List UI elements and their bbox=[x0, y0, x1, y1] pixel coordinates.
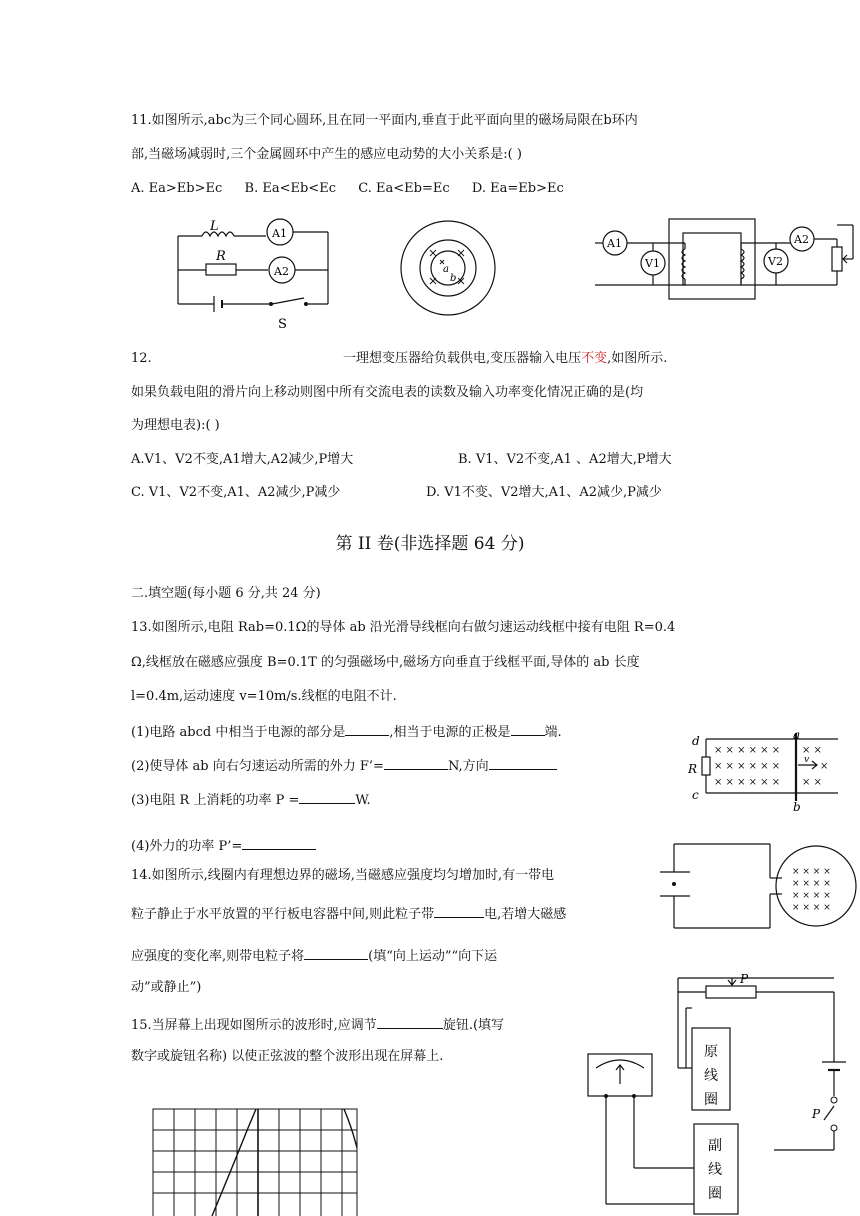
q11-option-b: B. Ea<Eb<Ec bbox=[244, 181, 336, 196]
resistor-r bbox=[702, 757, 710, 775]
q13-sub2: (2)使导体 ab 向右匀速运动所需的外力 F’= N,方向 bbox=[131, 756, 557, 775]
svg-text:× × × ×: × × × × bbox=[792, 891, 831, 901]
q14-line3: 应强度的变化率,则带电粒子将 (填“向上运动”“向下运 bbox=[131, 946, 497, 965]
figure-coil-galvanometer bbox=[582, 968, 844, 1216]
q13-blank-3[interactable] bbox=[384, 756, 448, 770]
label-secondary-1: 副 bbox=[708, 1138, 722, 1154]
q13-sub3: (3)电阻 R 上消耗的功率 P = W. bbox=[131, 790, 371, 809]
svg-text:× × × × × ×: × × × × × × bbox=[714, 745, 781, 756]
field-crosses bbox=[792, 867, 831, 913]
switch-s bbox=[272, 298, 304, 304]
q14-blank-1[interactable] bbox=[434, 904, 484, 918]
label-v2: V2 bbox=[768, 255, 783, 268]
label-c: c bbox=[692, 788, 699, 802]
label-v: v bbox=[804, 755, 810, 765]
section-title: 第 II 卷(非选择题 64 分) bbox=[335, 534, 525, 554]
field-crosses bbox=[714, 745, 828, 788]
q12-highlight: 不变 bbox=[581, 351, 608, 366]
label-a1: A1 bbox=[607, 237, 622, 250]
figure-sliding-frame bbox=[688, 727, 840, 813]
q11-option-a: A. Ea>Eb>Ec bbox=[131, 181, 223, 196]
q11-option-d: D. Ea=Eb>Ec bbox=[471, 181, 564, 196]
q12-line3: 为理想电表):( ) bbox=[131, 418, 220, 433]
svg-text:× × × ×: × × × × bbox=[792, 867, 831, 877]
q13-line3: l=0.4m,运动速度 v=10m/s.线框的电阻不计. bbox=[131, 689, 397, 704]
q13-blank-6[interactable] bbox=[242, 836, 316, 850]
svg-text:× ×: × × bbox=[802, 745, 822, 756]
label-r: R bbox=[216, 249, 226, 264]
resistor-r bbox=[206, 264, 236, 275]
svg-text:× ×: × × bbox=[802, 777, 822, 788]
q13-blank-1[interactable] bbox=[345, 722, 389, 736]
label-a2: A2 bbox=[274, 265, 289, 278]
q14-line1: 14.如图所示,线圈内有理想边界的磁场,当磁感应强度均匀增加时,有一带电 bbox=[131, 868, 555, 883]
label-a: a bbox=[443, 264, 449, 275]
q13-sub1: (1)电路 abcd 中相当于电源的部分是 ,相当于电源的正极是 端. bbox=[131, 722, 562, 741]
svg-text:× × × × × ×: × × × × × × bbox=[714, 761, 781, 772]
figure-capacitor-coil bbox=[658, 838, 858, 934]
label-primary-1: 原 bbox=[704, 1044, 718, 1060]
load-rheostat bbox=[832, 247, 842, 271]
transformer-core-inner bbox=[683, 233, 741, 285]
figure-oscilloscope-screen bbox=[152, 1108, 358, 1216]
figure-lr-circuit bbox=[170, 218, 340, 333]
rheostat bbox=[706, 986, 756, 998]
part-two-heading: 二.填空题(每小题 6 分,共 24 分) bbox=[131, 586, 321, 601]
q12-line1 bbox=[131, 351, 152, 367]
svg-text:× × × ×: × × × × bbox=[792, 879, 831, 889]
q13-blank-5[interactable] bbox=[299, 790, 355, 804]
q11-option-c: C. Ea<Eb=Ec bbox=[358, 181, 450, 196]
q12-line1-text: 一理想变压器给负载供电,变压器输入电压不变,如图所示. bbox=[343, 351, 668, 366]
svg-text:× × × × × ×: × × × × × × bbox=[714, 777, 781, 788]
q13-blank-2[interactable] bbox=[511, 722, 545, 736]
q14-line4: 动”或静止”) bbox=[131, 980, 202, 995]
waveform-trace bbox=[212, 1109, 256, 1216]
label-a1: A1 bbox=[272, 227, 287, 240]
q13-sub4: (4)外力的功率 P’= bbox=[131, 836, 316, 855]
label-r: R bbox=[688, 762, 698, 776]
q12-number: 12. bbox=[131, 351, 152, 366]
q12-option-b: B. V1、V2不变,A1 、A2增大,P增大 bbox=[458, 452, 672, 467]
q11-line2: 部,当磁场减弱时,三个金属圆环中产生的感应电动势的大小关系是:( ) bbox=[131, 147, 522, 162]
label-a: a bbox=[793, 728, 801, 742]
q12-option-a: A.V1、V2不变,A1增大,A2减少,P增大 bbox=[131, 452, 354, 467]
label-p-switch: P bbox=[812, 1107, 821, 1121]
q11-options bbox=[131, 181, 564, 197]
q13-line2: Ω,线框放在磁感应强度 B=0.1T 的匀强磁场中,磁场方向垂直于线框平面,导体的 ab 长度 bbox=[131, 655, 640, 670]
q12-option-c: C. V1、V2不变,A1、A2减少,P减少 bbox=[131, 485, 341, 500]
label-secondary-2: 线 bbox=[708, 1162, 722, 1178]
svg-text:×: × bbox=[820, 761, 829, 772]
label-primary-2: 线 bbox=[704, 1068, 718, 1084]
label-d: d bbox=[692, 734, 700, 748]
label-primary-3: 圈 bbox=[704, 1092, 718, 1108]
q15-line2: 数字或旋钮名称) 以使正弦波的整个波形出现在屏幕上. bbox=[131, 1049, 444, 1064]
label-b: b bbox=[450, 273, 457, 284]
q15-line1: 15.当屏幕上出现如图所示的波形时,应调节 旋钮.(填写 bbox=[131, 1015, 504, 1034]
figure-concentric-rings bbox=[398, 218, 498, 318]
figure-transformer bbox=[595, 215, 857, 305]
svg-text:× × × ×: × × × × bbox=[792, 903, 831, 913]
q13-line1: 13.如图所示,电阻 Rab=0.1Ω的导体 ab 沿光滑导线框向右做匀速运动线框中接有电阻 R=0.4 bbox=[131, 620, 676, 635]
label-b: b bbox=[793, 800, 801, 814]
q12-line2: 如果负载电阻的滑片向上移动则图中所有交流电表的读数及输入功率变化情况正确的是(均 bbox=[131, 385, 644, 400]
q12-option-d: D. V1不变、V2增大,A1、A2减少,P减少 bbox=[426, 485, 662, 500]
switch-p bbox=[824, 1106, 834, 1120]
label-secondary-3: 圈 bbox=[708, 1186, 722, 1202]
q15-blank-1[interactable] bbox=[377, 1015, 443, 1029]
charged-particle bbox=[672, 882, 676, 886]
q14-line2: 粒子静止于水平放置的平行板电容器中间,则此粒子带 电,若增大磁感 bbox=[131, 904, 566, 923]
label-l: L bbox=[210, 219, 219, 234]
label-a2: A2 bbox=[794, 233, 809, 246]
label-s: S bbox=[278, 317, 287, 332]
label-p-top: P bbox=[740, 972, 749, 986]
label-v1: V1 bbox=[645, 257, 660, 270]
q13-blank-4[interactable] bbox=[489, 756, 557, 770]
q14-blank-2[interactable] bbox=[304, 946, 368, 960]
q11-line1: 11.如图所示,abc为三个同心圆环,且在同一平面内,垂直于此平面向里的磁场局限在b环内 bbox=[131, 113, 638, 128]
